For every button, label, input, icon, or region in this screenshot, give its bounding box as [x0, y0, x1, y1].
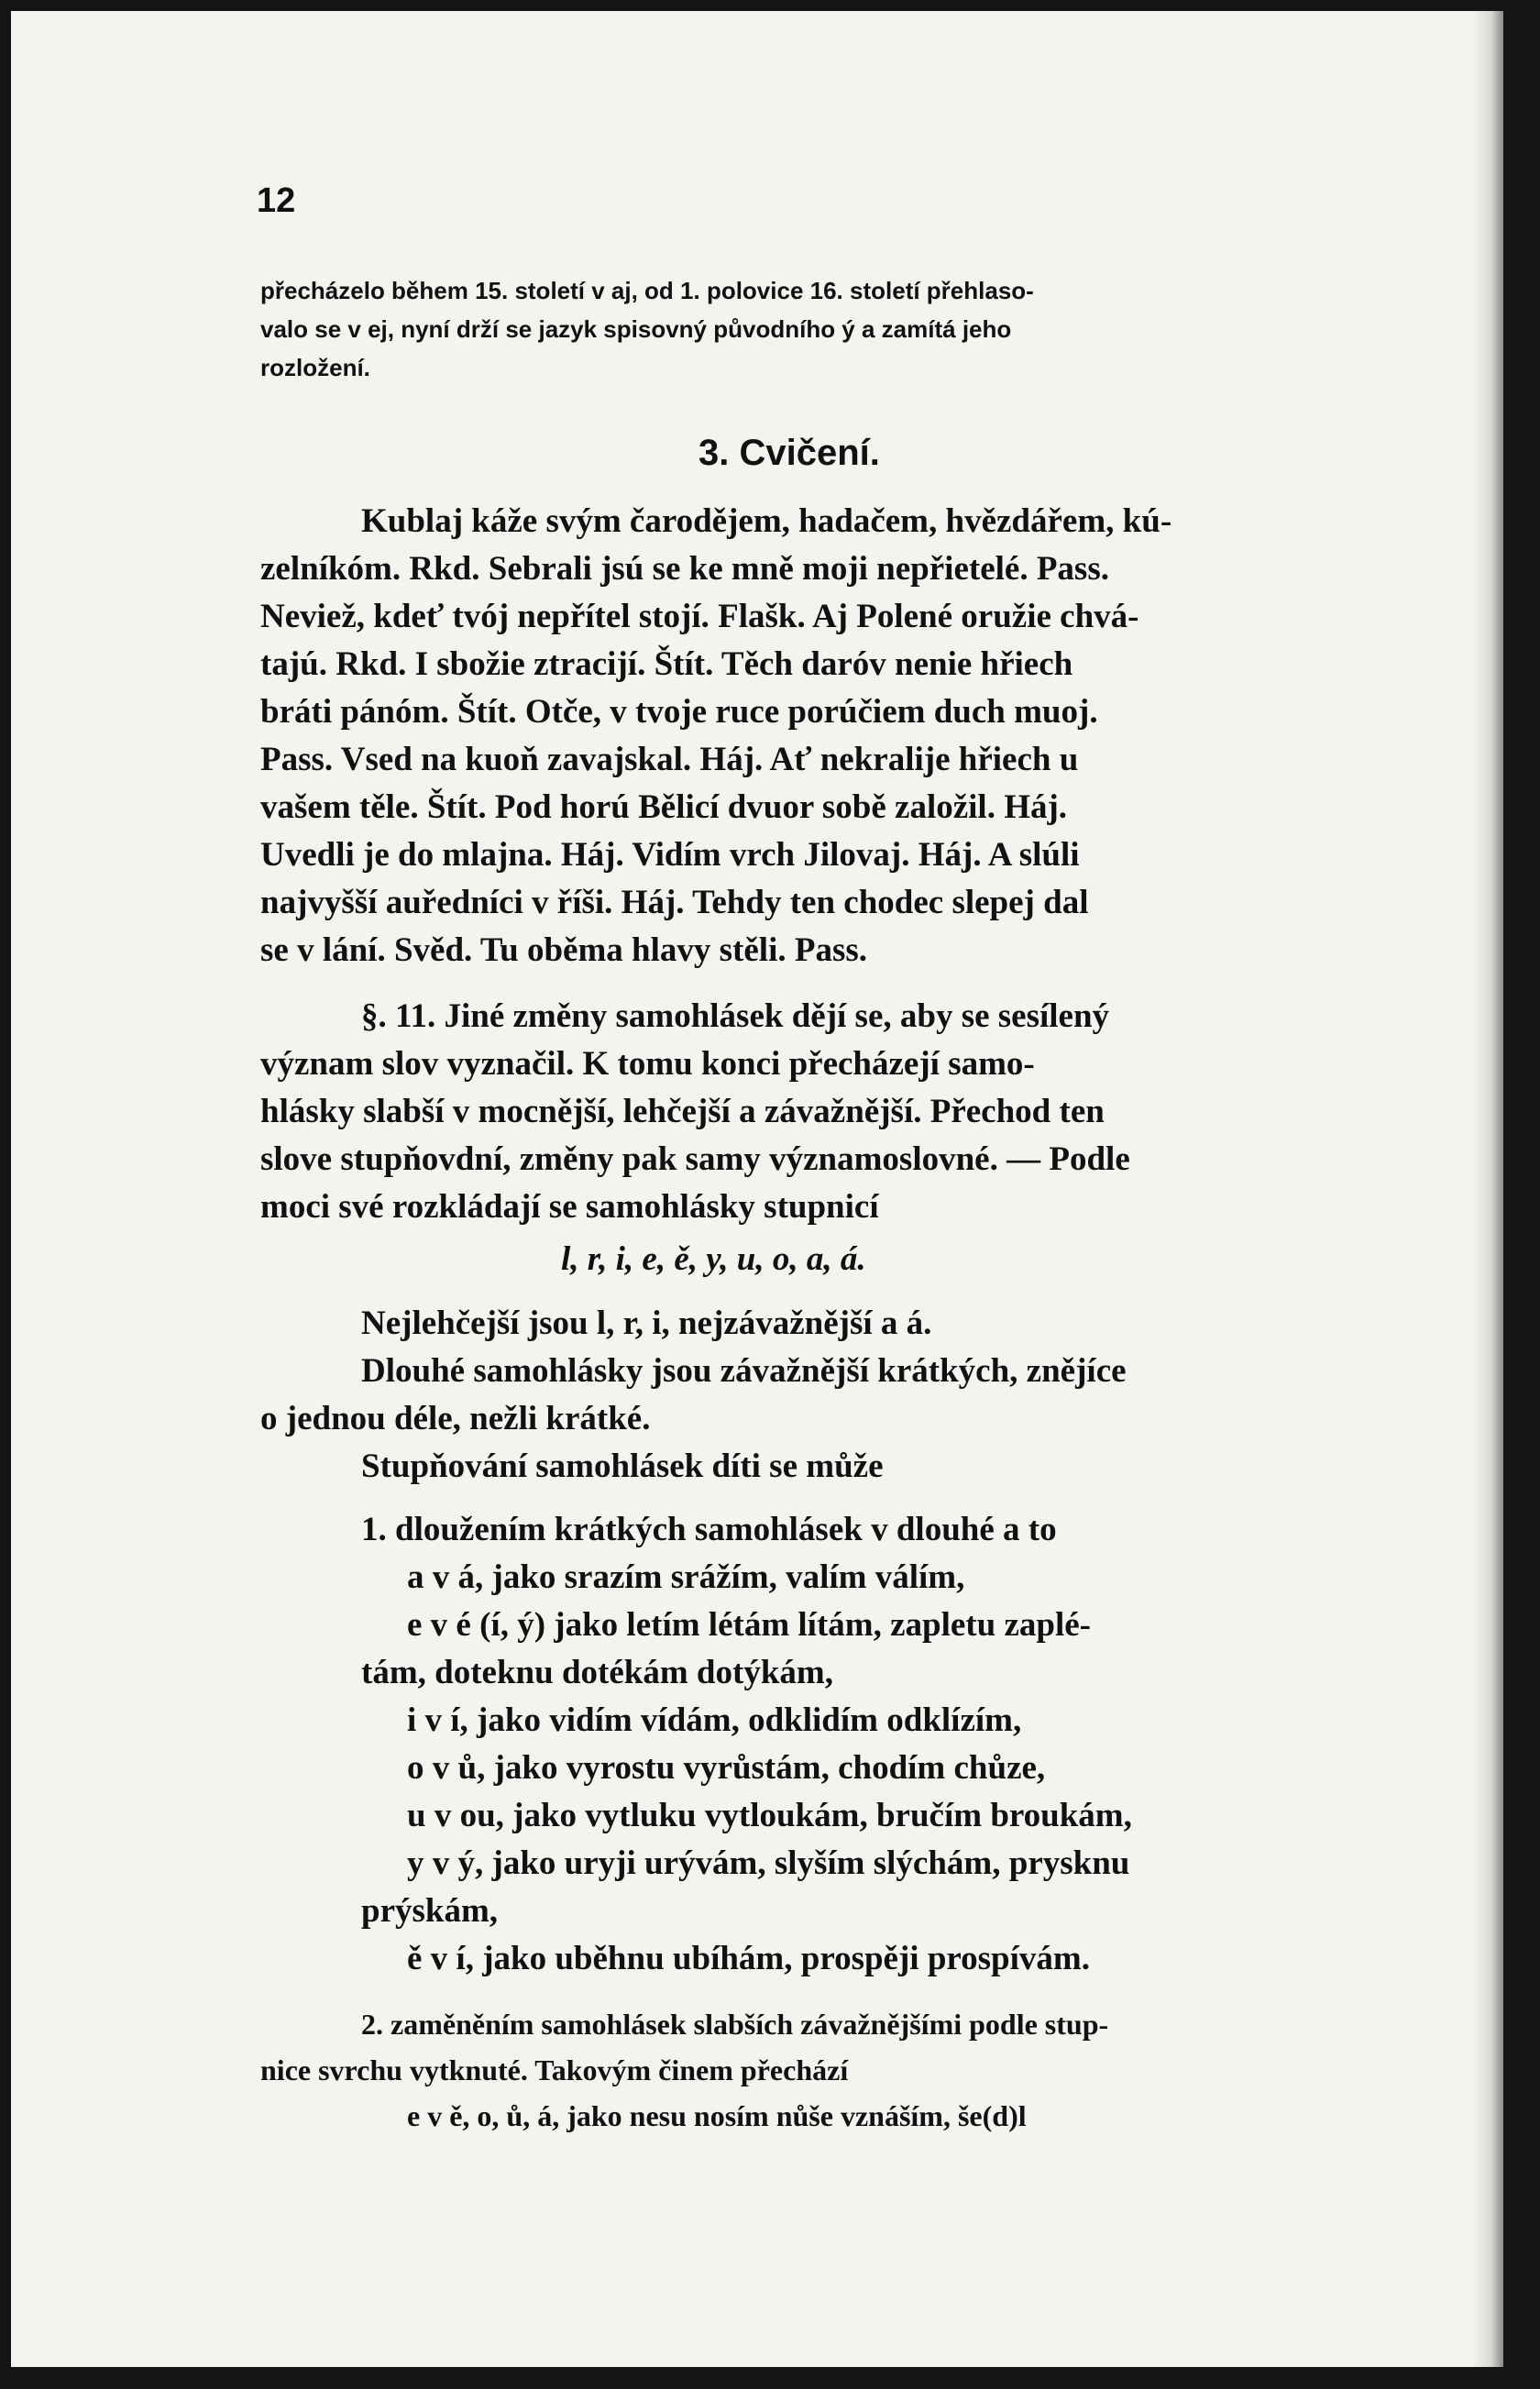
section-line: moci své rozkládají se samohlásky stupnicí: [260, 1188, 879, 1226]
rule2-line: 2. zaměněním samohlásek slabších závažnějšími podle stup-: [361, 2008, 1109, 2041]
rule2-line: e v ě, o, ů, á, jako nesu nosím nůše vznáším, še(d)l: [407, 2099, 1027, 2132]
rule1-line: ě v í, jako uběhnu ubíhám, prospěji prospívám.: [407, 1940, 1090, 1977]
rule2-line: nice svrchu vytknuté. Takovým činem přechází: [260, 2053, 849, 2086]
section-line: hlásky slabší v mocnější, lehčejší a závažnější. Přechod ten: [260, 1093, 1105, 1130]
exercise-line: tajú. Rkd. I sbožie ztracijí. Štít. Těch daróv nenie hřiech: [260, 645, 1073, 683]
exercise-line: najvyšší auředníci v říši. Háj. Tehdy ten chodec slepej dal: [260, 884, 1089, 921]
rule1-line: 1. dloužením krátkých samohlásek v dlouhé a to: [361, 1511, 1057, 1548]
exercise-line: vašem těle. Štít. Pod horú Bělicí dvuor sobě založil. Háj.: [260, 788, 1068, 826]
exercise-line: bráti pánóm. Štít. Otče, v tvoje ruce porúčiem duch muoj.: [260, 693, 1098, 731]
after-scale-line: Nejlehčejší jsou l, r, i, nejzávažnější a á.: [361, 1305, 932, 1342]
rule1-line: o v ů, jako vyrostu vyrůstám, chodím chůze,: [407, 1749, 1046, 1787]
rule1-line: a v á, jako srazím srážím, valím válím,: [407, 1558, 965, 1596]
intro-line: přecházelo během 15. století v aj, od 1. polovice 16. století přehlaso-: [260, 277, 1034, 304]
intro-line: rozložení.: [260, 354, 370, 381]
rule1-line: tám, doteknu dotékám dotýkám,: [361, 1654, 833, 1691]
rule1-line: u v ou, jako vytluku vytloukám, bručím broukám,: [407, 1797, 1132, 1834]
section-line: slove stupňovdní, změny pak samy významoslovné. — Podle: [260, 1140, 1130, 1178]
exercise-line: Pass. Vsed na kuoň zavajskal. Háj. Ať nekralije hřiech u: [260, 741, 1079, 778]
rule1-line: e v é (í, ý) jako letím létám lítám, zapletu zaplé-: [407, 1606, 1091, 1644]
rule1-line: y v ý, jako uryji urývám, slyším slýchám, prysknu: [407, 1844, 1130, 1882]
after-scale-line: Dlouhé samohlásky jsou závažnější krátkých, znějíce: [361, 1352, 1127, 1390]
exercise-line: Uvedli je do mlajna. Háj. Vidím vrch Jilovaj. Háj. A slúli: [260, 836, 1080, 874]
section-line: význam slov vyznačil. K tomu konci přecházejí samo-: [260, 1045, 1035, 1083]
page-number: 12: [257, 182, 296, 220]
exercise-line: se v lání. Svěd. Tu oběma hlavy stěli. Pass.: [260, 931, 868, 969]
vowel-scale: l, r, i, e, ě, y, u, o, a, á.: [561, 1240, 866, 1278]
rule1-line: i v í, jako vidím vídám, odklidím odklízím,: [407, 1701, 1022, 1739]
intro-line: valo se v ej, nyní drží se jazyk spisovný původního ý a zamítá jeho: [260, 315, 1012, 343]
section-line: §. 11. Jiné změny samohlásek dějí se, aby se sesílený: [361, 997, 1110, 1035]
exercise-heading: 3. Cvičení.: [698, 433, 880, 473]
rule1-line: prýskám,: [361, 1892, 499, 1930]
after-scale-line: o jednou déle, nežli krátké.: [260, 1400, 651, 1437]
after-scale-line: Stupňování samohlásek díti se může: [361, 1448, 884, 1485]
page: [11, 11, 1503, 2367]
exercise-line: Neviež, kdeť tvój nepřítel stojí. Flašk. Aj Polené oružie chvá-: [260, 598, 1139, 635]
exercise-line: Kublaj káže svým čarodějem, hadačem, hvězdářem, kú-: [361, 502, 1172, 540]
page-edge-shadow: [1472, 11, 1503, 2367]
exercise-line: zelníkóm. Rkd. Sebrali jsú se ke mně moji nepřietelé. Pass.: [260, 550, 1109, 588]
